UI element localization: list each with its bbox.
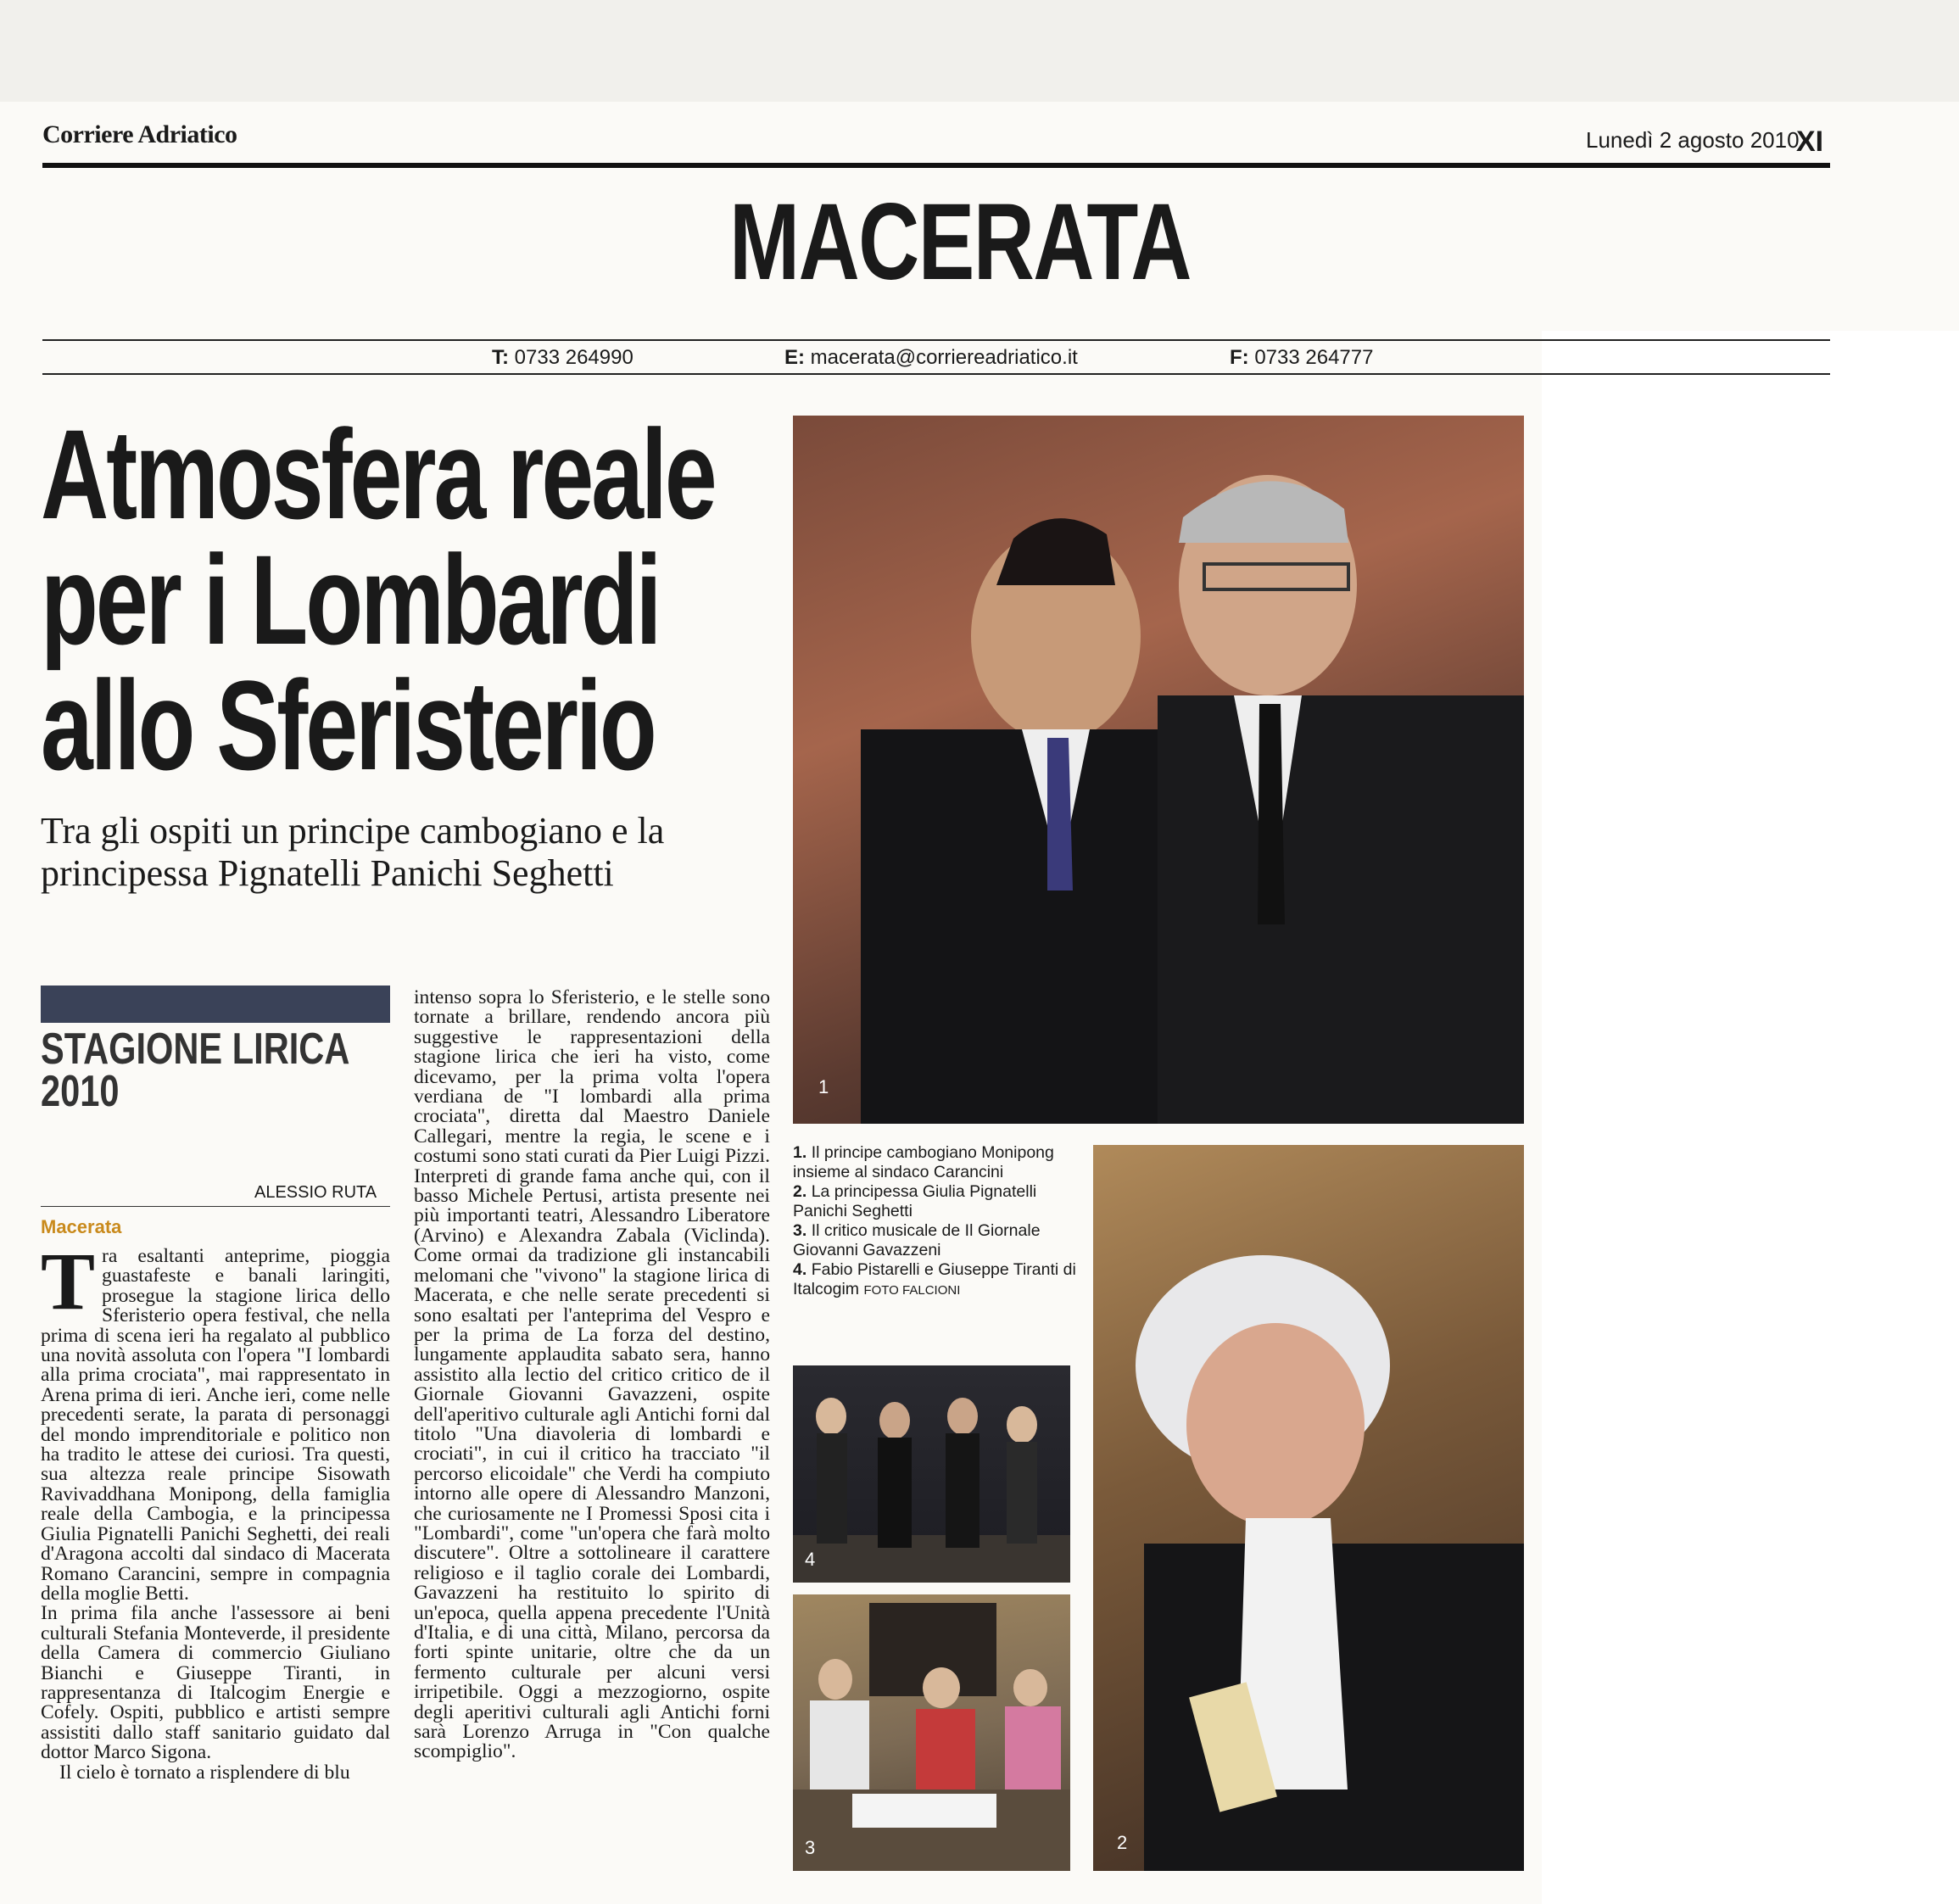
scan-top-strip bbox=[0, 0, 1959, 102]
photo-group-guests bbox=[793, 1365, 1070, 1583]
contact-fax bbox=[1230, 346, 1373, 370]
headline-line: allo Sferisterio bbox=[41, 654, 655, 796]
photo-number: 3 bbox=[805, 1837, 816, 1858]
email-label: E: bbox=[784, 346, 805, 369]
newspaper-name: Corriere Adriatico bbox=[42, 120, 237, 148]
section-title: MACERATA bbox=[729, 181, 1191, 303]
headline-line: Atmosfera reale bbox=[41, 403, 715, 545]
contact-rule-top bbox=[42, 339, 1830, 341]
caption-item: 1. Il principe cambogiano Monipong insieme al sindaco Carancini bbox=[793, 1143, 1054, 1181]
paragraph: Il cielo è tornato a risplendere di blu bbox=[59, 1761, 350, 1784]
fax-value: 0733 264777 bbox=[1254, 346, 1374, 369]
headline-line: per i Lombardi bbox=[41, 528, 660, 671]
kicker-bar bbox=[41, 986, 390, 1023]
photo-credit: FOTO FALCIONI bbox=[863, 1283, 961, 1298]
photo-captions bbox=[793, 1143, 1081, 1300]
photo-critic-talk bbox=[793, 1594, 1070, 1871]
photo-number: 2 bbox=[1117, 1832, 1128, 1853]
kicker: STAGIONE LIRICA 2010 bbox=[41, 1025, 350, 1116]
contact-rule-bottom bbox=[42, 373, 1830, 375]
phone-value: 0733 264990 bbox=[514, 346, 633, 369]
caption-item: 3. Il critico musicale de Il Giornale Giovanni Gavazzeni bbox=[793, 1221, 1041, 1259]
contact-phone bbox=[492, 346, 633, 370]
article-column-1 bbox=[41, 1236, 390, 1784]
page-number: XI bbox=[1796, 126, 1824, 158]
paragraph: ra esaltanti anteprime, pioggia guastafeste e banali laringiti, prosegue la stagione lirica dello Sferisterio opera festival, che nella prima di scena ieri ha regalato al pubblico una novità assoluta con l'opera "I lombardi alla prima crociata", mai rappresentato in Arena prima di ieri. Anche ieri, come nelle precedenti serate, la parata di personaggi del mondo imprenditoriale e politico non ha tradito le attese dei curiosi. Tra questi, sua altezza reale principe Sisowath Ravivaddhana Monipong, della famiglia reale della Cambogia, e la principessa Giulia Pignatelli Panichi Seghetti, dei reali d'Aragona accolti dal sindaco di Macerata Romano Carancini, sempre in compagnia della moglie Betti. bbox=[41, 1245, 390, 1605]
photo-illustration bbox=[793, 1594, 1070, 1871]
photo-number: 4 bbox=[805, 1549, 816, 1570]
article-subhead: Tra gli ospiti un principe cambogiano e la principessa Pignatelli Panichi Seghetti bbox=[41, 810, 665, 894]
photo-number: 1 bbox=[818, 1076, 829, 1097]
dateline: Macerata bbox=[41, 1216, 122, 1237]
photo-prince-and-mayor bbox=[793, 416, 1524, 1124]
photo-illustration bbox=[793, 1365, 1070, 1583]
paragraph: In prima fila anche l'assessore ai beni culturali Stefania Monteverde, il presidente della Camera di commercio Giuliano Bianchi e Giuseppe Tiranti, in rappresentanza di Italcogim Energie e Cofely. Ospiti, pubblico e artisti sempre assistiti dallo staff sanitario guidato dal dottor Marco Sigona. bbox=[41, 1602, 390, 1764]
article-headline bbox=[41, 403, 715, 796]
byline-rule bbox=[41, 1206, 390, 1207]
photo-princess bbox=[1093, 1145, 1524, 1871]
photo-illustration bbox=[1093, 1145, 1524, 1871]
article-column-2: intenso sopra lo Sferisterio, e le stelle sono tornate a brillare, rendendo ancora più suggestive le rappresentazioni della stagione lirica che ieri ha visto, come dicevamo, per la prima volta l'opera verdiana de "I lombardi alla prima crociata", diretta dal Maestro Daniele Callegari, mentre la regia, le scene e i costumi sono stati curati da Pier Luigi Pizzi. Interpreti di grande fama anche qui, con il basso Michele Pertusi, artista presente nei più importanti teatri, Alessandro Liberatore (Arvino) e Alexandra Zabala (Viclinda). Come ormai da tradizione gli instancabili melomani che "vivono" la stagione lirica di Macerata, e che nelle serate precedenti si sono esaltati per l'anteprima del Vespro e per la prima de La forza del destino, lungamente applaudita sabato sera, hanno assistito alla lectio del critico critico de il Giornale Giovanni Gavazzeni, ospite dell'aperitivo culturale agli Antichi forni dal titolo "Una diavoleria di lombardi e crociati", in cui il critico ha tracciato "il percorso elicoidale" che Verdi ha compiuto intorno alle opere di Alessandro Manzoni, che curiosamente ne I Promessi Sposi cita i "Lombardi", come "un'opera che farà molto discutere". Oltre a sottolineare il carattere religioso e il taglio corale dei Lombardi, Gavazzeni ha restituito lo spirito di un'epoca, quella appena precedente l'Unità d'Italia, e di una città, Milano, percorsa da forti spinte unitarie, oltre che da un fermento culturale per alcuni versi irripetibile. Oggi a mezzogiorno, ospite degli aperitivi culturali agli Antichi forni sarà Lorenzo Arruga in "Con qualche scompiglio". bbox=[414, 986, 770, 1763]
issue-date: Lunedì 2 agosto 2010 bbox=[1586, 127, 1800, 153]
dropcap: T bbox=[41, 1236, 96, 1326]
phone-label: T: bbox=[492, 346, 509, 369]
top-rule bbox=[42, 163, 1830, 168]
photo-illustration bbox=[793, 416, 1524, 1124]
fax-label: F: bbox=[1230, 346, 1249, 369]
caption-item: 4. Fabio Pistarelli e Giuseppe Tiranti di Italcogim FOTO FALCIONI bbox=[793, 1260, 1076, 1298]
contact-email bbox=[784, 346, 1078, 370]
email-value: macerata@corriereadriatico.it bbox=[810, 346, 1078, 369]
caption-item: 2. La principessa Giulia Pignatelli Panichi Seghetti bbox=[793, 1182, 1037, 1220]
byline: ALESSIO RUTA bbox=[254, 1183, 377, 1202]
scan-blank-area bbox=[1542, 331, 1959, 1904]
